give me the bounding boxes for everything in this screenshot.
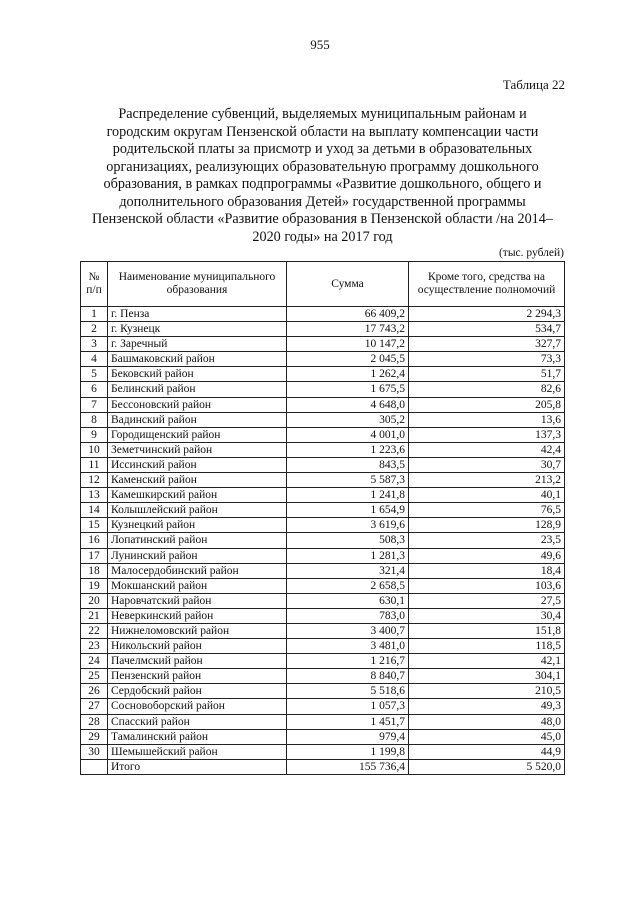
row-num: 28	[81, 714, 108, 729]
row-sum: 17 743,2	[287, 322, 409, 337]
table-row	[81, 729, 565, 744]
table-row	[81, 518, 565, 533]
row-extra: 44,9	[409, 744, 565, 759]
row-num: 7	[81, 397, 108, 412]
row-sum: 3 619,6	[287, 518, 409, 533]
table-row	[81, 412, 565, 427]
document-title: Распределение субвенций, выделяемых муниципальным районам и городским округам Пензенской области на выплату компенсации части родительской платы за присмотр и уход за детьми в образовательных организациях, реализующих образовательную программу дошкольного образования, в рамках подпрограммы «Развитие дошкольного, общего и дополнительного образования Детей» государственной программы Пензенской области «Развитие образования в Пензенской области /на 2014–2020 годы» на 2017 год	[92, 106, 553, 245]
table-row	[81, 503, 565, 518]
row-num: 6	[81, 382, 108, 397]
table-row	[81, 684, 565, 699]
row-num: 20	[81, 593, 108, 608]
table-row	[81, 352, 565, 367]
row-extra: 151,8	[409, 623, 565, 638]
row-extra: 327,7	[409, 337, 565, 352]
row-extra: 18,4	[409, 563, 565, 578]
table-row	[81, 397, 565, 412]
table-row	[81, 744, 565, 759]
table-row	[81, 578, 565, 593]
row-name: Мокшанский район	[108, 578, 287, 593]
total-extra: 5 520,0	[409, 759, 565, 774]
row-num: 27	[81, 699, 108, 714]
total-row	[81, 759, 565, 774]
row-name: Городищенский район	[108, 427, 287, 442]
row-num: 26	[81, 684, 108, 699]
row-name: Никольский район	[108, 639, 287, 654]
row-sum: 1 216,7	[287, 654, 409, 669]
row-num: 16	[81, 533, 108, 548]
row-num: 30	[81, 744, 108, 759]
table-row	[81, 623, 565, 638]
table-row	[81, 699, 565, 714]
row-extra: 73,3	[409, 352, 565, 367]
row-num: 5	[81, 367, 108, 382]
row-extra: 137,3	[409, 427, 565, 442]
table-row	[81, 714, 565, 729]
row-sum: 5 587,3	[287, 473, 409, 488]
total-num	[81, 759, 108, 774]
row-sum: 5 518,6	[287, 684, 409, 699]
table-row	[81, 427, 565, 442]
row-extra: 213,2	[409, 473, 565, 488]
row-sum: 979,4	[287, 729, 409, 744]
table-row	[81, 382, 565, 397]
table-row	[81, 473, 565, 488]
row-sum: 1 281,3	[287, 548, 409, 563]
row-num: 19	[81, 578, 108, 593]
row-name: Каменский район	[108, 473, 287, 488]
header-extra: Кроме того, средства на осуществление полномочий	[409, 262, 565, 307]
row-sum: 843,5	[287, 457, 409, 472]
row-sum: 1 451,7	[287, 714, 409, 729]
table-header-row	[81, 262, 565, 307]
table-row	[81, 322, 565, 337]
row-name: Кузнецкий район	[108, 518, 287, 533]
row-num: 18	[81, 563, 108, 578]
table-row	[81, 442, 565, 457]
row-extra: 45,0	[409, 729, 565, 744]
row-sum: 1 675,5	[287, 382, 409, 397]
row-extra: 49,3	[409, 699, 565, 714]
table-body	[81, 307, 565, 775]
row-sum: 1 223,6	[287, 442, 409, 457]
row-num: 15	[81, 518, 108, 533]
row-num: 9	[81, 427, 108, 442]
subsidy-table	[80, 261, 565, 775]
row-sum: 3 481,0	[287, 639, 409, 654]
row-name: Башмаковский район	[108, 352, 287, 367]
row-extra: 40,1	[409, 488, 565, 503]
row-name: г. Кузнецк	[108, 322, 287, 337]
row-name: Сосновоборский район	[108, 699, 287, 714]
row-num: 24	[81, 654, 108, 669]
row-sum: 2 045,5	[287, 352, 409, 367]
row-sum: 630,1	[287, 593, 409, 608]
row-extra: 103,6	[409, 578, 565, 593]
row-sum: 1 262,4	[287, 367, 409, 382]
row-name: Шемышейский район	[108, 744, 287, 759]
row-sum: 1 654,9	[287, 503, 409, 518]
row-name: Наровчатский район	[108, 593, 287, 608]
table-row	[81, 563, 565, 578]
table-row	[81, 457, 565, 472]
row-sum: 1 199,8	[287, 744, 409, 759]
row-extra: 42,1	[409, 654, 565, 669]
row-sum: 305,2	[287, 412, 409, 427]
row-name: Иссинский район	[108, 457, 287, 472]
row-num: 8	[81, 412, 108, 427]
row-name: Пачелмский район	[108, 654, 287, 669]
row-extra: 23,5	[409, 533, 565, 548]
row-extra: 128,9	[409, 518, 565, 533]
row-extra: 51,7	[409, 367, 565, 382]
row-sum: 10 147,2	[287, 337, 409, 352]
row-extra: 48,0	[409, 714, 565, 729]
row-extra: 27,5	[409, 593, 565, 608]
row-name: Белинский район	[108, 382, 287, 397]
row-name: г. Заречный	[108, 337, 287, 352]
table-row	[81, 488, 565, 503]
row-extra: 76,5	[409, 503, 565, 518]
row-name: Сердобский район	[108, 684, 287, 699]
row-name: Лунинский район	[108, 548, 287, 563]
row-name: Пензенский район	[108, 669, 287, 684]
table-row	[81, 337, 565, 352]
row-extra: 30,4	[409, 608, 565, 623]
row-name: Малосердобинский район	[108, 563, 287, 578]
row-name: Камешкирский район	[108, 488, 287, 503]
row-sum: 1 241,8	[287, 488, 409, 503]
row-num: 25	[81, 669, 108, 684]
row-num: 4	[81, 352, 108, 367]
header-num: № п/п	[81, 262, 108, 307]
row-name: Неверкинский район	[108, 608, 287, 623]
row-extra: 205,8	[409, 397, 565, 412]
table-row	[81, 608, 565, 623]
row-num: 1	[81, 307, 108, 322]
row-sum: 2 658,5	[287, 578, 409, 593]
row-extra: 118,5	[409, 639, 565, 654]
row-extra: 42,4	[409, 442, 565, 457]
row-sum: 4 001,0	[287, 427, 409, 442]
row-name: Колышлейский район	[108, 503, 287, 518]
table-row	[81, 593, 565, 608]
row-sum: 66 409,2	[287, 307, 409, 322]
row-sum: 8 840,7	[287, 669, 409, 684]
table-row	[81, 654, 565, 669]
row-name: Бековский район	[108, 367, 287, 382]
row-sum: 4 648,0	[287, 397, 409, 412]
row-sum: 783,0	[287, 608, 409, 623]
row-extra: 210,5	[409, 684, 565, 699]
row-extra: 2 294,3	[409, 307, 565, 322]
row-name: Лопатинский район	[108, 533, 287, 548]
row-num: 13	[81, 488, 108, 503]
row-sum: 321,4	[287, 563, 409, 578]
row-name: Вадинский район	[108, 412, 287, 427]
table-row	[81, 639, 565, 654]
header-name: Наименование муниципального образования	[108, 262, 287, 307]
row-name: Спасский район	[108, 714, 287, 729]
row-num: 29	[81, 729, 108, 744]
row-num: 10	[81, 442, 108, 457]
table-row	[81, 533, 565, 548]
row-num: 23	[81, 639, 108, 654]
row-name: Нижнеломовский район	[108, 623, 287, 638]
header-sum: Сумма	[287, 262, 409, 307]
row-num: 21	[81, 608, 108, 623]
row-sum: 508,3	[287, 533, 409, 548]
row-num: 17	[81, 548, 108, 563]
table-row	[81, 669, 565, 684]
table-row	[81, 307, 565, 322]
row-extra: 304,1	[409, 669, 565, 684]
total-sum: 155 736,4	[287, 759, 409, 774]
row-num: 11	[81, 457, 108, 472]
row-extra: 82,6	[409, 382, 565, 397]
row-extra: 534,7	[409, 322, 565, 337]
row-num: 22	[81, 623, 108, 638]
row-extra: 30,7	[409, 457, 565, 472]
row-name: Земетчинский район	[108, 442, 287, 457]
table-row	[81, 548, 565, 563]
row-num: 3	[81, 337, 108, 352]
row-sum: 1 057,3	[287, 699, 409, 714]
row-num: 14	[81, 503, 108, 518]
row-extra: 13,6	[409, 412, 565, 427]
total-label: Итого	[108, 759, 287, 774]
row-extra: 49,6	[409, 548, 565, 563]
page-number: 955	[310, 37, 330, 52]
row-name: Бессоновский район	[108, 397, 287, 412]
row-num: 2	[81, 322, 108, 337]
units-label: (тыс. рублей)	[498, 247, 564, 259]
row-sum: 3 400,7	[287, 623, 409, 638]
row-name: г. Пенза	[108, 307, 287, 322]
row-name: Тамалинский район	[108, 729, 287, 744]
table-row	[81, 367, 565, 382]
table-label: Таблица 22	[502, 77, 565, 92]
row-num: 12	[81, 473, 108, 488]
